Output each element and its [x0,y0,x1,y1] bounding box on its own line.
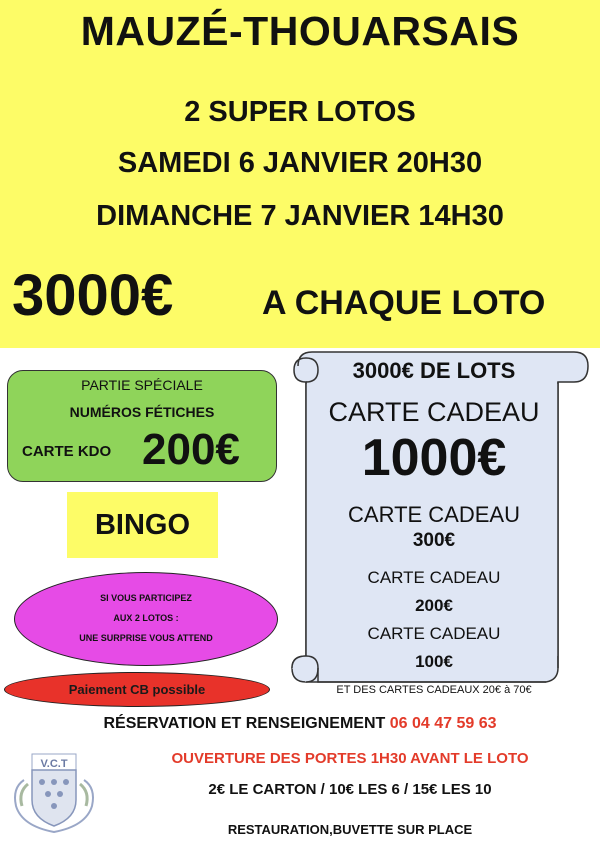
catering: RESTAURATION,BUVETTE SUR PLACE [227,822,473,837]
special-game-box [7,370,277,482]
special-card-amount: 200€ [142,425,240,474]
card3-amount: 200€ [415,596,453,615]
logo-text: V.C.T [40,758,68,770]
lotos-count: 2 SUPER LOTOS [184,96,416,128]
payment-badge: Paiement CB possible [4,672,270,707]
special-card-label: CARTE KDO [22,443,112,460]
town-title: MAUZÉ-THOUARSAIS [80,8,520,54]
sunday-date: DIMANCHE 7 JANVIER 14H30 [96,200,504,232]
prize-amount: 3000€ [12,263,174,328]
card4-amount: 100€ [415,652,453,671]
scroll-footer: ET DES CARTES CADEAUX 20€ à 70€ [336,684,532,696]
vct-logo [8,740,100,836]
special-subtitle: NUMÉROS FÉTICHES [69,404,215,420]
surprise-line-1: SI VOUS PARTICIPEZ [100,593,192,603]
card2-amount: 300€ [412,530,456,551]
bingo-label: BINGO [67,492,218,558]
scroll-heading: 3000€ DE LOTS [352,358,516,383]
card1-label: CARTE CADEAU [328,397,540,427]
prize-suffix: A CHAQUE LOTO [262,284,546,322]
special-title: PARTIE SPÉCIALE [81,377,203,393]
surprise-line-2: AUX 2 LOTOS : [113,613,179,623]
doors-opening: OUVERTURE DES PORTES 1H30 AVANT LE LOTO [171,750,529,767]
card4-label: CARTE CADEAU [367,624,501,643]
reservation-label: RÉSERVATION ET RENSEIGNEMENT [103,715,386,732]
surprise-ellipse [14,572,278,666]
prices: 2€ LE CARTON / 10€ LES 6 / 15€ LES 10 [208,781,492,798]
card3-label: CARTE CADEAU [367,568,501,587]
card2-label: CARTE CADEAU [348,502,520,527]
saturday-date: SAMEDI 6 JANVIER 20H30 [117,147,483,179]
phone-number: 06 04 47 59 63 [389,715,497,732]
reservation-line [0,715,600,733]
surprise-line-3: UNE SURPRISE VOUS ATTEND [79,633,213,643]
card1-amount: 1000€ [361,429,507,487]
